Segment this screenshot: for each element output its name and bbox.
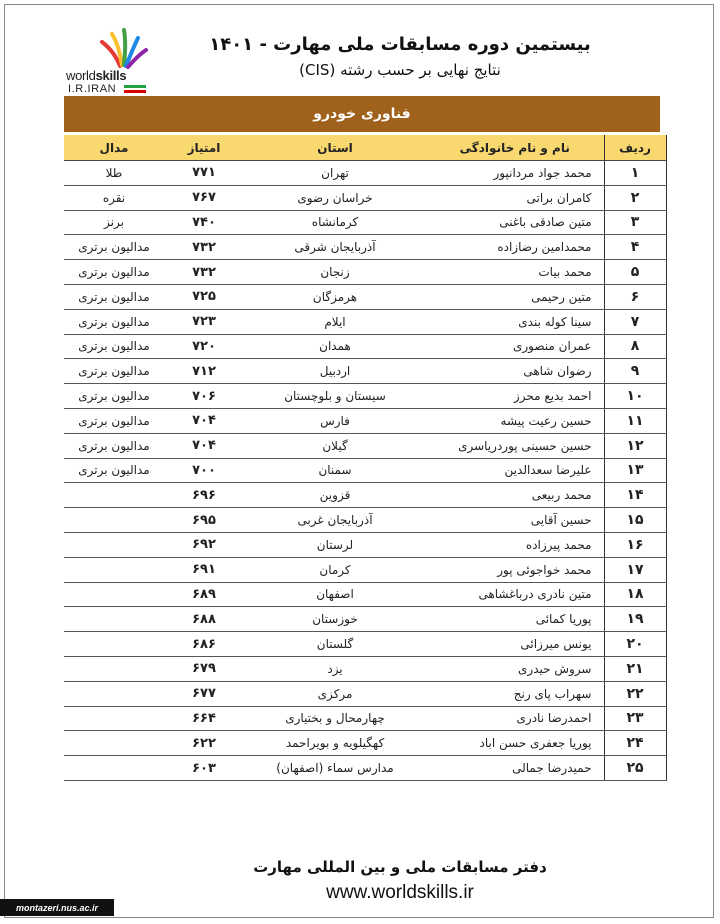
cell-province: اردبیل — [244, 359, 426, 384]
cell-score: ۶۸۸ — [164, 607, 244, 632]
cell-province: کرمانشاه — [244, 210, 426, 235]
cell-province: ایلام — [244, 309, 426, 334]
cell-rank: ۱۹ — [604, 607, 666, 632]
cell-province: سمنان — [244, 458, 426, 483]
cell-rank: ۳ — [604, 210, 666, 235]
cell-name: عمران منصوری — [426, 334, 604, 359]
table-row — [64, 260, 666, 285]
cell-score: ۶۷۹ — [164, 656, 244, 681]
cell-medal: مدالیون برتری — [64, 458, 164, 483]
cell-province: آذربایجان غربی — [244, 508, 426, 533]
cell-rank: ۸ — [604, 334, 666, 359]
cell-name: حمیدرضا جمالی — [426, 756, 604, 781]
table-row — [64, 433, 666, 458]
cell-province: تهران — [244, 161, 426, 186]
cell-rank: ۱۸ — [604, 582, 666, 607]
footer-office: دفتر مسابقات ملی و بین المللی مهارت — [253, 858, 547, 876]
cell-rank: ۲ — [604, 185, 666, 210]
cell-score: ۷۳۲ — [164, 260, 244, 285]
header-rank: ردیف — [604, 135, 666, 161]
cell-province: کرمان — [244, 557, 426, 582]
cell-rank: ۹ — [604, 359, 666, 384]
cell-medal: مدالیون برتری — [64, 334, 164, 359]
cell-province: هرمزگان — [244, 284, 426, 309]
cell-medal — [64, 756, 164, 781]
cell-rank: ۲۳ — [604, 706, 666, 731]
cell-name: رضوان شاهی — [426, 359, 604, 384]
cell-province: اصفهان — [244, 582, 426, 607]
cell-medal: مدالیون برتری — [64, 309, 164, 334]
cell-score: ۶۶۴ — [164, 706, 244, 731]
cell-name: سینا کوله بندی — [426, 309, 604, 334]
cell-score: ۷۲۳ — [164, 309, 244, 334]
cell-medal: برنز — [64, 210, 164, 235]
cell-name: کامران براتی — [426, 185, 604, 210]
cell-medal — [64, 557, 164, 582]
cell-name: یونس میرزائی — [426, 632, 604, 657]
cell-name: محمد جواد مردانپور — [426, 161, 604, 186]
table-row — [64, 508, 666, 533]
cell-province: زنجان — [244, 260, 426, 285]
header-name: نام و نام خانوادگی — [426, 135, 604, 161]
cell-score: ۷۰۴ — [164, 408, 244, 433]
cell-medal: نقره — [64, 185, 164, 210]
cell-name: احمد بدیع محرز — [426, 384, 604, 409]
cell-score: ۶۹۶ — [164, 483, 244, 508]
cell-name: متین نادری درباغشاهی — [426, 582, 604, 607]
cell-medal: مدالیون برتری — [64, 408, 164, 433]
logo-wordmark — [66, 68, 126, 83]
cell-name: حسین حسینی پوردریاسری — [426, 433, 604, 458]
table-row — [64, 607, 666, 632]
cell-name: محمد ربیعی — [426, 483, 604, 508]
cell-province: چهارمحال و بختیاری — [244, 706, 426, 731]
cell-rank: ۱۷ — [604, 557, 666, 582]
watermark: montazeri.nus.ac.ir — [0, 899, 114, 916]
table-row — [64, 309, 666, 334]
cell-score: ۶۸۶ — [164, 632, 244, 657]
results-table — [64, 135, 667, 781]
cell-score: ۶۹۲ — [164, 532, 244, 557]
header-province: استان — [244, 135, 426, 161]
cell-score: ۶۸۹ — [164, 582, 244, 607]
iran-flag-icon — [124, 85, 146, 93]
cell-rank: ۲۱ — [604, 656, 666, 681]
cell-province: لرستان — [244, 532, 426, 557]
cell-score: ۷۲۰ — [164, 334, 244, 359]
table-header-row — [64, 135, 666, 161]
table-row — [64, 656, 666, 681]
cell-rank: ۱۰ — [604, 384, 666, 409]
cell-score: ۶۷۷ — [164, 681, 244, 706]
cell-medal: مدالیون برتری — [64, 260, 164, 285]
cell-medal — [64, 582, 164, 607]
cell-rank: ۱۱ — [604, 408, 666, 433]
cell-name: پوریا جعفری حسن اباد — [426, 731, 604, 756]
cell-medal: مدالیون برتری — [64, 235, 164, 260]
cell-score: ۶۲۲ — [164, 731, 244, 756]
cell-name: سهراب پای رنج — [426, 681, 604, 706]
cell-medal: طلا — [64, 161, 164, 186]
cell-rank: ۲۰ — [604, 632, 666, 657]
cell-province: همدان — [244, 334, 426, 359]
cell-medal — [64, 731, 164, 756]
cell-score: ۷۲۵ — [164, 284, 244, 309]
cell-province: یزد — [244, 656, 426, 681]
cell-medal: مدالیون برتری — [64, 384, 164, 409]
cell-medal — [64, 632, 164, 657]
cell-medal — [64, 681, 164, 706]
table-row — [64, 582, 666, 607]
cell-name: سروش حیدری — [426, 656, 604, 681]
cell-province: مرکزی — [244, 681, 426, 706]
cell-medal — [64, 607, 164, 632]
cell-name: محمدامین رضازاده — [426, 235, 604, 260]
cell-medal — [64, 483, 164, 508]
header-score: امتیاز — [164, 135, 244, 161]
cell-rank: ۴ — [604, 235, 666, 260]
cell-medal — [64, 508, 164, 533]
cell-province: سیستان و بلوچستان — [244, 384, 426, 409]
cell-score: ۷۰۰ — [164, 458, 244, 483]
cell-name: پوریا کمائی — [426, 607, 604, 632]
table-row — [64, 210, 666, 235]
table-row — [64, 284, 666, 309]
cell-rank: ۲۵ — [604, 756, 666, 781]
cell-rank: ۱۳ — [604, 458, 666, 483]
cell-rank: ۶ — [604, 284, 666, 309]
cell-name: حسین رعیت پیشه — [426, 408, 604, 433]
cell-rank: ۲۴ — [604, 731, 666, 756]
table-row — [64, 185, 666, 210]
table-row — [64, 483, 666, 508]
cell-name: احمدرضا نادری — [426, 706, 604, 731]
cell-score: ۷۷۱ — [164, 161, 244, 186]
cell-name: محمد بیات — [426, 260, 604, 285]
table-row — [64, 706, 666, 731]
cell-medal: مدالیون برتری — [64, 359, 164, 384]
cell-province: آذربایجان شرقی — [244, 235, 426, 260]
cell-score: ۷۶۷ — [164, 185, 244, 210]
cell-medal — [64, 706, 164, 731]
cell-province: کهگیلویه و بویراحمد — [244, 731, 426, 756]
cell-score: ۷۱۲ — [164, 359, 244, 384]
cell-rank: ۷ — [604, 309, 666, 334]
table-row — [64, 632, 666, 657]
table-row — [64, 408, 666, 433]
table-row — [64, 359, 666, 384]
cell-province: مدارس سماء (اصفهان) — [244, 756, 426, 781]
table-row — [64, 235, 666, 260]
cell-medal — [64, 532, 164, 557]
cell-rank: ۱۲ — [604, 433, 666, 458]
cell-name: حسین آقایی — [426, 508, 604, 533]
cell-name: علیرضا سعدالدین — [426, 458, 604, 483]
cell-province: خراسان رضوی — [244, 185, 426, 210]
cell-province: گیلان — [244, 433, 426, 458]
cell-medal — [64, 656, 164, 681]
logo-country: I.R.IRAN — [68, 83, 117, 95]
cell-name: محمد خواجوئی پور — [426, 557, 604, 582]
cell-score: ۷۰۴ — [164, 433, 244, 458]
cell-name: متین رحیمی — [426, 284, 604, 309]
table-row — [64, 756, 666, 781]
cell-name: متین صادقی باغنی — [426, 210, 604, 235]
cell-province: قزوین — [244, 483, 426, 508]
cell-score: ۷۳۲ — [164, 235, 244, 260]
table-body — [64, 161, 666, 781]
table-row — [64, 557, 666, 582]
logo-mark-icon — [66, 28, 156, 70]
cell-score: ۶۰۳ — [164, 756, 244, 781]
logo-skills-text: skills — [95, 68, 127, 83]
cell-score: ۷۴۰ — [164, 210, 244, 235]
cell-rank: ۱۶ — [604, 532, 666, 557]
cell-score: ۶۹۱ — [164, 557, 244, 582]
cell-rank: ۲۲ — [604, 681, 666, 706]
cell-medal: مدالیون برتری — [64, 433, 164, 458]
category-banner: فناوری خودرو — [64, 96, 660, 132]
table-row — [64, 731, 666, 756]
cell-province: گلستان — [244, 632, 426, 657]
cell-name: محمد پیرزاده — [426, 532, 604, 557]
cell-rank: ۵ — [604, 260, 666, 285]
page-subtitle: نتایج نهایی بر حسب رشته (CIS) — [299, 61, 501, 79]
table-row — [64, 458, 666, 483]
table-row — [64, 334, 666, 359]
page-title: بیستمین دوره مسابقات ملی مهارت - ۱۴۰۱ — [209, 34, 591, 55]
cell-province: خوزستان — [244, 607, 426, 632]
header-medal: مدال — [64, 135, 164, 161]
cell-medal: مدالیون برتری — [64, 284, 164, 309]
cell-score: ۷۰۶ — [164, 384, 244, 409]
cell-province: فارس — [244, 408, 426, 433]
cell-rank: ۱۴ — [604, 483, 666, 508]
cell-rank: ۱۵ — [604, 508, 666, 533]
table-row — [64, 161, 666, 186]
table-row — [64, 681, 666, 706]
cell-rank: ۱ — [604, 161, 666, 186]
cell-score: ۶۹۵ — [164, 508, 244, 533]
logo-world-text: world — [66, 68, 96, 83]
table-row — [64, 384, 666, 409]
footer-url[interactable]: www.worldskills.ir — [326, 882, 474, 903]
worldskills-logo — [66, 28, 156, 98]
table-row — [64, 532, 666, 557]
